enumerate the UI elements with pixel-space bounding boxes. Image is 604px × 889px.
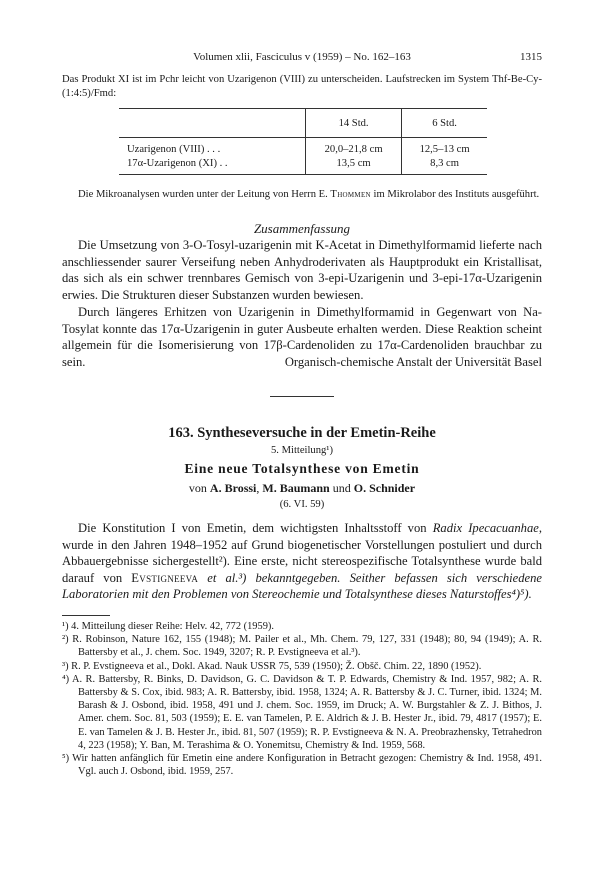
rf-value-14h: 20,0–21,8 cm — [306, 138, 402, 157]
rf-compound-name: Uzarigenon (VIII) . . . — [127, 143, 221, 155]
footnote: ⁵) Wir hatten anfänglich für Emetin eine andere Konfiguration in Betracht gezogen: Chemistry & Ind. 1958, 491. Vgl. auch J. Osbond, ibid. 1959, 257. — [62, 753, 542, 778]
summary-paragraph-1: Die Umsetzung von 3-O-Tosyl-uzarigenin mit K-Acetat in Dimethylformamid lieferte nach anschliessender saurer Verseifung neben Anhydroderivaten als Hauptprodukt ein Kristallisat, das sich als ein schwer trennbares Gemisch von 3-epi-Uzarigenin und 3-epi-17α-Uzarigenin erwies. Die Strukturen dieser Substanzen wurden bewiesen. — [62, 238, 542, 302]
section-separator — [270, 396, 334, 397]
table-row — [119, 138, 487, 157]
rf-value-6h: 12,5–13 cm — [402, 138, 487, 157]
article-title: 163. Syntheseversuche in der Emetin-Reihe — [168, 425, 436, 441]
footnote: ³) R. P. Evstigneeva et al., Dokl. Akad. Nauk USSR 75, 539 (1950); Ž. Obšč. Chim. 22, 1890 (1952). — [62, 660, 482, 672]
footnotes — [62, 620, 542, 778]
summary-paragraph-2: Durch längeres Erhitzen von Uzarigenin in Dimethylformamid in Gegenwart von Na-Tosylat konnte das 17α-Uzarigenin in guter Ausbeute erhalten werden. Diese Reaktion scheint allgemein für die Isomerisierung von 17β-Cardenoliden zu 17α-Cardenoliden brauchbar zu sein. — [62, 305, 542, 369]
footnote-rule — [62, 615, 110, 616]
article-para-c: et al.³) bekanntgegeben. Seither befassen sich verschiedene Laboratorien mit den Problemen von Stereochemie und Totalsynthese dieses Naturstoffes⁴)⁵). — [62, 570, 542, 602]
authors-and: und — [329, 481, 354, 495]
authors-prefix: von — [188, 481, 210, 495]
running-title: Volumen xlii, Fasciculus v (1959) – No. 162–163 — [193, 51, 411, 63]
footnote: ¹) 4. Mitteilung dieser Reihe: Helv. 42, 772 (1959). — [62, 621, 274, 632]
article-subtitle: Eine neue Totalsynthese von Emetin — [184, 461, 420, 476]
footnote: ⁴) A. R. Battersby, R. Binks, D. Davidson, G. C. Davidson & T. P. Edwards, Chemistry & Ind. 1957, 982; A. R. Battersby & S. Cox, ibid. 983; A. R. Battersby, ibid. 1958, 1324; A. R. Battersby & J. C. Turner, ibid. 1324; M. Barash & J. Osbond, ibid. 1958, 491 und J. chem. Soc. 1959, im Druck; A. W. Burgstahler & Z. J. Bithos, J. Amer. chem. Soc. 81, 503 (1959); E. E. van Tamelen, P. E. Aldrich & J. B. Hester Jr., ibid. 79, 4817 (1957); E. E. van Tamelen & J. B. Hester Jr., ibid. 81, 507 (1959); R. P. Evstigneeva & N. A. Preobrazhensky, Tetrahedron 4, 223 (1958); Y. Ban, M. Terashima & O. Yonemitsu, Chemistry & Ind. 1959, 568. — [62, 673, 542, 751]
page-number: 1315 — [520, 51, 542, 63]
intro-text: Das Produkt XI ist im Pchr leicht von Uzarigenon (VIII) zu unterscheiden. Laufstrecken im System Thf-Be-Cy-(1:4:5)/Fmd: — [62, 74, 542, 99]
summary-heading: Zusammenfassung — [253, 221, 351, 236]
microanalysis-text-a: Die Mikroanalysen wurden unter der Leitung von Herrn E. — [78, 189, 331, 200]
article-paragraph — [62, 520, 542, 603]
author-name: M. Baumann — [262, 481, 330, 495]
rf-compound-name: 17α-Uzarigenon (XI) . . — [127, 157, 228, 169]
microanalysis-note — [62, 188, 542, 202]
article-para-a: Die Konstitution I von Emetin, dem wichtigsten Inhaltsstoff von — [78, 521, 433, 535]
microanalysis-name: Thommen — [330, 189, 371, 200]
article-series: 5. Mitteilung¹) — [270, 445, 334, 456]
rf-table-header — [119, 109, 487, 138]
microanalysis-text-b: im Mikrolabor des Instituts ausgeführt. — [370, 189, 540, 200]
table-row — [119, 156, 487, 174]
article-para-b: , wurde in den Jahren 1948–1952 auf Grund biogenetischer Vorstellungen postuliert und durch Abbauergebnisse sichergestellt²). Eine erste, nicht stereospezifische Totalsynthese wurde bald darauf von — [62, 521, 542, 585]
institute-name: Organisch-chemische Anstalt der Universität Basel — [284, 355, 542, 369]
footnote: ²) R. Robinson, Nature 162, 155 (1948); M. Pailer et al., Mh. Chem. 79, 127, 331 (1948); 80, 94 (1949); A. R. Battersby et al., J. chem. Soc. 1949, 3207; R. P. Evstigneeva et al.³). — [62, 634, 542, 659]
rf-value-6h: 8,3 cm — [402, 156, 487, 174]
article-date: (6. VI. 59) — [279, 499, 325, 510]
author-name: A. Brossi — [209, 481, 257, 495]
rf-header-blank — [119, 109, 306, 138]
article-para-name: Evstigneeva — [131, 570, 199, 585]
author-name: O. Schnider — [353, 481, 416, 495]
article-para-italic: Radix Ipecacuanhae — [432, 521, 539, 535]
article-authors: von A. Brossi, M. Baumann und O. Schnider — [188, 481, 416, 495]
rf-value-14h: 13,5 cm — [306, 156, 402, 174]
rf-header-14h: 14 Std. — [306, 109, 402, 138]
rf-table — [119, 108, 487, 175]
rf-header-6h: 6 Std. — [402, 109, 487, 138]
